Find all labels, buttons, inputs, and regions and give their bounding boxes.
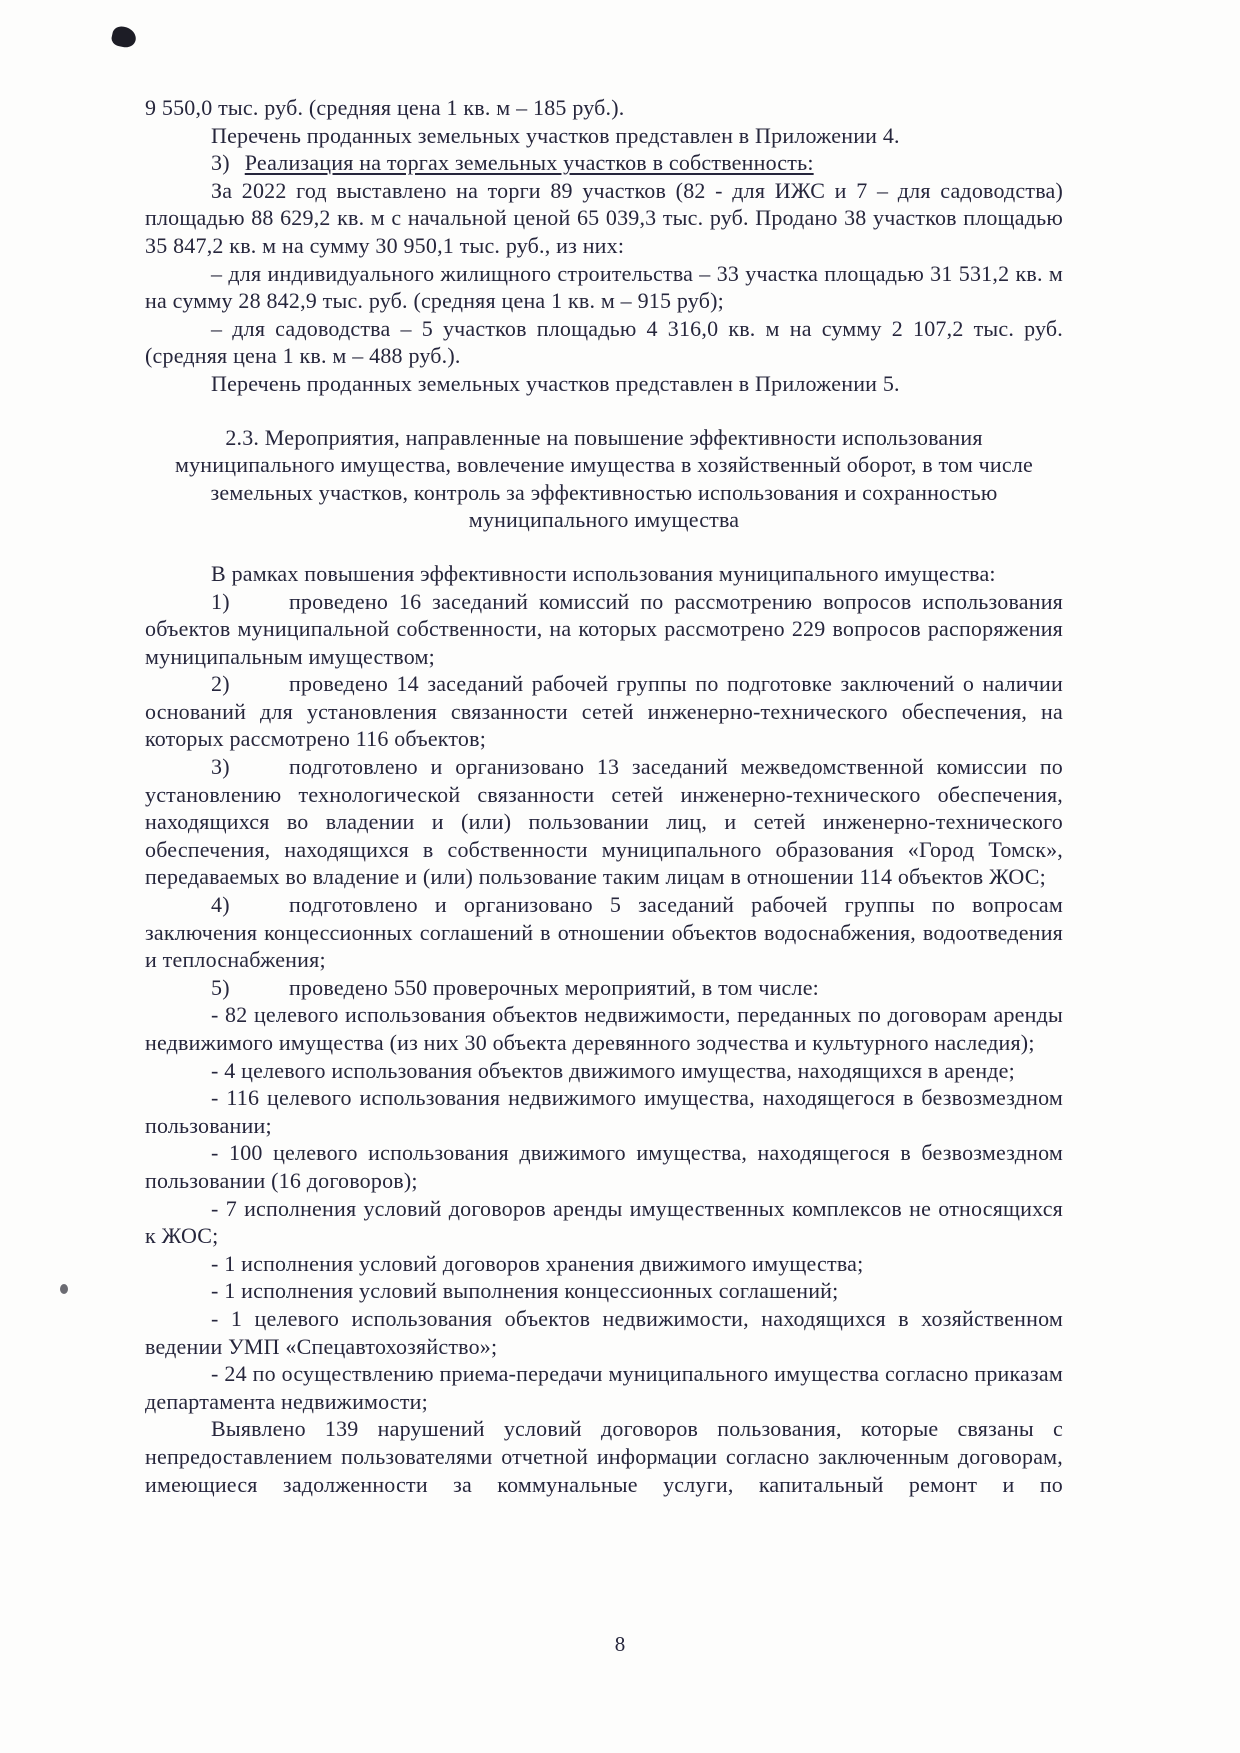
paragraph: Выявлено 139 нарушений условий договоров пользования, которые связаны с непредоставлением пользователями отчетной информации согласно заключенным договорам, имеющиеся задолженности за коммунальные услуги, капитальный ремонт и по (145, 1416, 1063, 1497)
item-text: подготовлено и организовано 5 заседаний рабочей группы по вопросам заключения концессионных соглашений в отношении объектов водоснабжения, водоотведения и теплоснабжения; (145, 892, 1063, 973)
paragraph: Перечень проданных земельных участков представлен в Приложении 4. (211, 122, 900, 148)
paragraph (145, 891, 1063, 974)
paragraph: - 116 целевого использования недвижимого имущества, находящегося в безвозмездном пользовании; (145, 1085, 1063, 1138)
page-number: 8 (614, 1632, 626, 1656)
paragraph: Перечень проданных земельных участков представлен в Приложении 5. (211, 370, 900, 396)
paragraph: За 2022 год выставлено на торги 89 участков (82 - для ИЖС и 7 – для садоводства) площадью 88 629,2 кв. м с начальной ценой 65 039,3 тыс. руб. Продано 38 участков площадью 35 847,2 кв. м на сумму 30 950,1 тыс. руб., из них: (145, 177, 1063, 258)
paragraph: 9 550,0 тыс. руб. (средняя цена 1 кв. м – 185 руб.). (145, 95, 625, 120)
item-text: проведено 550 проверочных мероприятий, в том числе: (289, 974, 819, 1000)
paragraph: - 82 целевого использования объектов недвижимости, переданных по договорам аренды недвижимого имущества (из них 30 объекта деревянного зодчества и культурного наследия); (145, 1002, 1063, 1055)
document-body (145, 94, 1063, 1498)
item-text: проведено 16 заседаний комиссий по рассмотрению вопросов использования объектов муниципальной собственности, на которых рассмотрено 229 вопросов распоряжения муниципальным имуществом; (145, 588, 1063, 669)
paragraph: – для садоводства – 5 участков площадью 4 316,0 кв. м на сумму 2 107,2 тыс. руб. (средняя цена 1 кв. м – 488 руб.). (145, 315, 1063, 369)
paragraph: – для индивидуального жилищного строительства – 33 участка площадью 31 531,2 кв. м на сумму 28 842,9 тыс. руб. (средняя цена 1 кв. м – 915 руб); (145, 260, 1063, 314)
item-text: проведено 14 заседаний рабочей группы по подготовке заключений о наличии оснований для установления связанности сетей инженерно-технического обеспечения, на которых рассмотрено 116 объектов; (145, 671, 1063, 752)
paragraph (145, 753, 1063, 891)
item-number: 5) (211, 974, 230, 1000)
item-number: 2) (211, 671, 230, 697)
paragraph: - 24 по осуществлению приема-передачи муниципального имущества согласно приказам департамента недвижимости; (145, 1361, 1063, 1414)
scan-artifact-icon (60, 1284, 68, 1294)
item-number: 3) (211, 754, 230, 780)
paragraph (145, 670, 1063, 753)
item-number: 1) (211, 588, 230, 614)
item-number: 4) (211, 892, 230, 918)
paragraph: - 100 целевого использования движимого имущества, находящегося в безвозмездном пользовании (16 договоров); (145, 1140, 1063, 1193)
item-number: 3) (211, 150, 230, 176)
paragraph (145, 149, 1063, 177)
item-text: Реализация на торгах земельных участков в собственность: (244, 150, 814, 176)
scan-artifact-icon (110, 25, 138, 50)
paragraph: В рамках повышения эффективности использования муниципального имущества: (211, 560, 996, 586)
paragraph: - 7 исполнения условий договоров аренды имущественных комплексов не относящихся к ЖОС; (145, 1195, 1063, 1249)
paragraph: - 1 исполнения условий договоров хранения движимого имущества; (211, 1250, 864, 1276)
paragraph: - 1 целевого использования объектов недвижимости, находящихся в хозяйственном ведении УМП «Спецавтохозяйство»; (145, 1305, 1063, 1359)
item-text: подготовлено и организовано 13 заседаний межведомственной комиссии по установлению технологической связанности сетей инженерно-технического обеспечения, находящихся во владении и (или) пользовании лиц, и сетей инженерно-технического обеспечения, находящихся в собственности муниципального образования «Город Томск», передаваемых во владение и (или) пользование таким лицам в отношении 114 объектов ЖОС; (145, 754, 1063, 890)
paragraph: - 4 целевого использования объектов движимого имущества, находящихся в аренде; (211, 1057, 1015, 1083)
section-heading: 2.3. Мероприятия, направленные на повышение эффективности использования муниципального имущества, вовлечение имущества в хозяйственный оборот, в том числе земельных участков, контроль за эффективностью использования и сохранностью муниципального имущества (174, 424, 1034, 533)
paragraph (145, 588, 1063, 671)
paragraph: - 1 исполнения условий выполнения концессионных соглашений; (211, 1278, 839, 1304)
paragraph (145, 974, 1063, 1002)
